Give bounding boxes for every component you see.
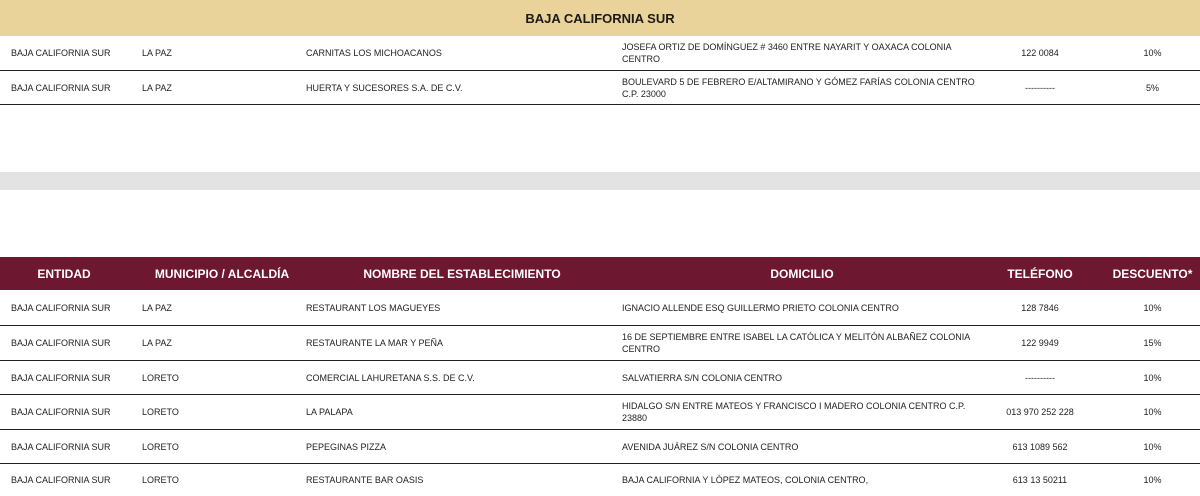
cell-domicilio: IGNACIO ALLENDE ESQ GUILLERMO PRIETO COLONIA CENTRO xyxy=(622,303,899,313)
cell-entidad: BAJA CALIFORNIA SUR xyxy=(11,407,111,417)
cell-telefono: 613 13 50211 xyxy=(1012,475,1068,485)
cell-telefono: 613 1089 562 xyxy=(1012,441,1068,452)
table-row xyxy=(0,430,1200,464)
cell-nombre: RESTAURANT LOS MAGUEYES xyxy=(306,303,441,313)
header-municipio: MUNICIPIO / ALCALDÍA xyxy=(154,266,290,281)
cell-municipio: LA PAZ xyxy=(142,48,172,58)
cell-municipio: LORETO xyxy=(142,441,179,452)
section-title: BAJA CALIFORNIA SUR xyxy=(0,0,1200,36)
table-row xyxy=(0,36,1200,71)
table-row xyxy=(0,395,1200,430)
cell-telefono: ---------- xyxy=(1025,82,1055,93)
cell-municipio: LORETO xyxy=(142,475,179,485)
table-row xyxy=(0,291,1200,326)
table-row xyxy=(0,361,1200,395)
cell-descuento: 5% xyxy=(1145,82,1159,93)
cell-telefono: 122 9949 xyxy=(1021,338,1059,348)
cell-descuento: 10% xyxy=(1143,475,1162,485)
cell-telefono: 013 970 252 228 xyxy=(1006,407,1074,417)
cell-nombre: PEPEGINAS PIZZA xyxy=(306,441,387,452)
table-row xyxy=(0,464,1200,496)
cell-telefono: ---------- xyxy=(1025,372,1055,383)
cell-municipio: LA PAZ xyxy=(142,82,172,93)
cell-entidad: BAJA CALIFORNIA SUR xyxy=(11,441,111,452)
cell-descuento: 15% xyxy=(1143,338,1162,348)
cell-descuento: 10% xyxy=(1143,407,1162,417)
cell-domicilio: JOSEFA ORTIZ DE DOMÍNGUEZ # 3460 ENTRE NAYARIT Y OAXACA COLONIA CENTRO xyxy=(622,42,952,64)
cell-nombre: HUERTA Y SUCESORES S.A. DE C.V. xyxy=(306,82,463,93)
cell-domicilio: HIDALGO S/N ENTRE MATEOS Y FRANCISCO I MADERO COLONIA CENTRO C.P. 23880 xyxy=(622,401,966,423)
cell-telefono: 122 0084 xyxy=(1021,48,1059,58)
cell-descuento: 10% xyxy=(1143,303,1162,313)
cell-nombre: CARNITAS LOS MICHOACANOS xyxy=(306,48,442,58)
table-row xyxy=(0,326,1200,361)
table-row xyxy=(0,71,1200,105)
cell-municipio: LORETO xyxy=(142,372,179,383)
cell-entidad: BAJA CALIFORNIA SUR xyxy=(11,475,111,485)
cell-municipio: LA PAZ xyxy=(142,338,172,348)
cell-entidad: BAJA CALIFORNIA SUR xyxy=(11,338,111,348)
cell-municipio: LA PAZ xyxy=(142,303,172,313)
cell-municipio: LORETO xyxy=(142,407,179,417)
cell-descuento: 10% xyxy=(1143,48,1162,58)
table-header xyxy=(0,257,1200,290)
cell-domicilio: BOULEVARD 5 DE FEBRERO E/ALTAMIRANO Y GÓMEZ FARÍAS COLONIA CENTRO C.P. 23000 xyxy=(622,76,975,99)
cell-domicilio: BAJA CALIFORNIA Y LÓPEZ MATEOS, COLONIA CENTRO, xyxy=(622,475,869,485)
header-nombre: NOMBRE DEL ESTABLECIMIENTO xyxy=(363,266,561,281)
cell-entidad: BAJA CALIFORNIA SUR xyxy=(11,82,111,93)
cell-nombre: RESTAURANTE LA MAR Y PEÑA xyxy=(306,338,444,348)
cell-nombre: LA PALAPA xyxy=(306,407,353,417)
cell-domicilio: SALVATIERRA S/N COLONIA CENTRO xyxy=(622,372,783,383)
cell-nombre: COMERCIAL LAHURETANA S.S. DE C.V. xyxy=(306,372,475,383)
cell-descuento: 10% xyxy=(1143,372,1162,383)
cell-domicilio: 16 DE SEPTIEMBRE ENTRE ISABEL LA CATÓLICA Y MELITÓN ALBAÑEZ COLONIA CENTRO xyxy=(622,332,970,354)
cell-entidad: BAJA CALIFORNIA SUR xyxy=(11,48,111,58)
cell-entidad: BAJA CALIFORNIA SUR xyxy=(11,372,111,383)
header-entidad: ENTIDAD xyxy=(37,266,91,281)
cell-nombre: RESTAURANTE BAR OASIS xyxy=(306,475,424,485)
header-descuento: DESCUENTO* xyxy=(1112,266,1193,281)
cell-entidad: BAJA CALIFORNIA SUR xyxy=(11,303,111,313)
cell-telefono: 128 7846 xyxy=(1021,303,1059,313)
header-domicilio: DOMICILIO xyxy=(770,266,834,281)
cell-descuento: 10% xyxy=(1143,441,1162,452)
section-divider xyxy=(0,172,1200,190)
header-telefono: TELÉFONO xyxy=(1007,266,1073,281)
cell-domicilio: AVENIDA JUÁREZ S/N COLONIA CENTRO xyxy=(622,441,799,452)
